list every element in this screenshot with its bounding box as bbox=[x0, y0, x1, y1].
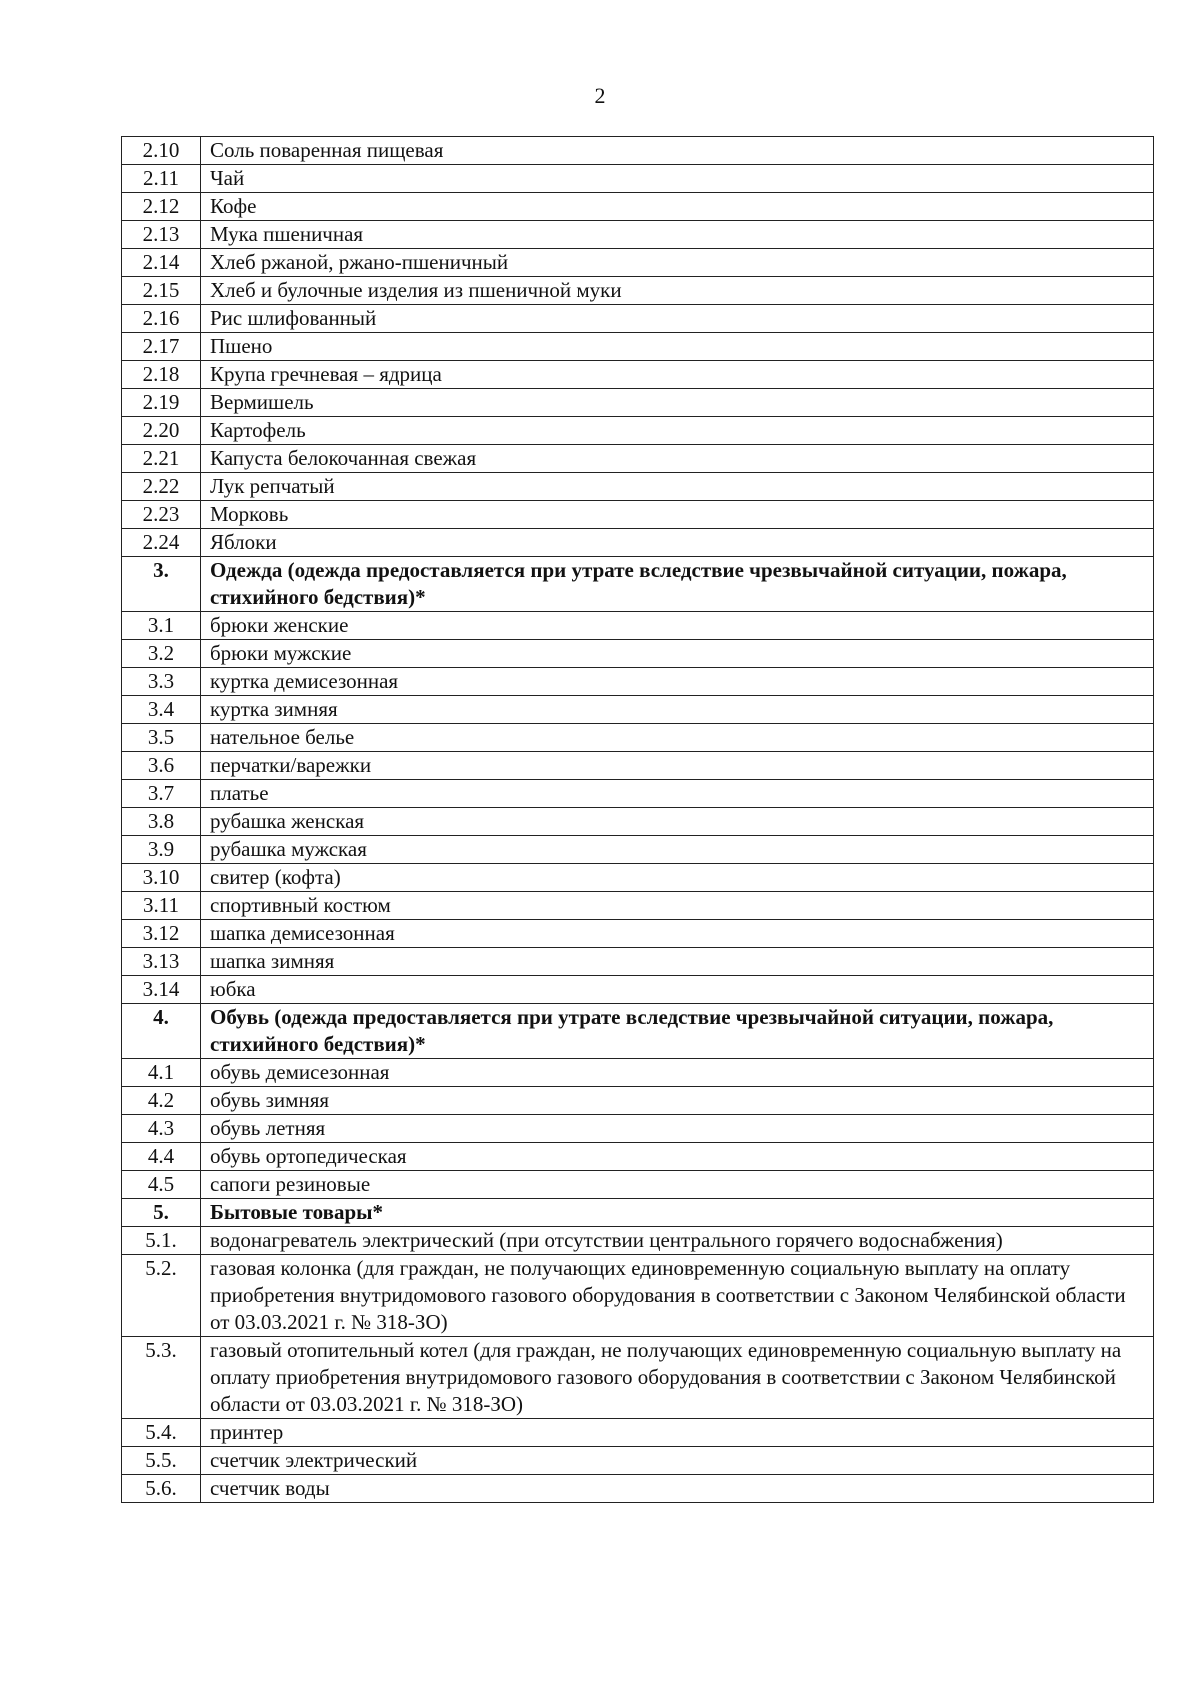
table-row bbox=[122, 473, 1154, 501]
table-row bbox=[122, 976, 1154, 1004]
item-name: Хлеб и булочные изделия из пшеничной муки bbox=[201, 277, 1154, 305]
row-number: 5.4. bbox=[122, 1419, 201, 1447]
table-row bbox=[122, 417, 1154, 445]
item-name: Мука пшеничная bbox=[201, 221, 1154, 249]
item-name: шапка зимняя bbox=[201, 948, 1154, 976]
item-name: Рис шлифованный bbox=[201, 305, 1154, 333]
table-row bbox=[122, 1255, 1154, 1337]
row-number: 5.2. bbox=[122, 1255, 201, 1337]
row-number: 2.11 bbox=[122, 165, 201, 193]
table-row bbox=[122, 668, 1154, 696]
row-number: 2.15 bbox=[122, 277, 201, 305]
row-number: 2.19 bbox=[122, 389, 201, 417]
item-name: Чай bbox=[201, 165, 1154, 193]
item-name: обувь летняя bbox=[201, 1115, 1154, 1143]
item-name: нательное белье bbox=[201, 724, 1154, 752]
row-number: 3.4 bbox=[122, 696, 201, 724]
table-row bbox=[122, 1447, 1154, 1475]
item-name: платье bbox=[201, 780, 1154, 808]
table-row bbox=[122, 612, 1154, 640]
row-number: 2.10 bbox=[122, 137, 201, 165]
item-name: Яблоки bbox=[201, 529, 1154, 557]
table-row bbox=[122, 1087, 1154, 1115]
item-name: счетчик электрический bbox=[201, 1447, 1154, 1475]
item-name: счетчик воды bbox=[201, 1475, 1154, 1503]
row-number: 3.2 bbox=[122, 640, 201, 668]
item-name: Кофе bbox=[201, 193, 1154, 221]
row-number: 2.12 bbox=[122, 193, 201, 221]
table-row bbox=[122, 1059, 1154, 1087]
item-name: шапка демисезонная bbox=[201, 920, 1154, 948]
table-row bbox=[122, 780, 1154, 808]
table-row bbox=[122, 864, 1154, 892]
item-name: Вермишель bbox=[201, 389, 1154, 417]
section-title: Бытовые товары* bbox=[201, 1199, 1154, 1227]
row-number: 4.3 bbox=[122, 1115, 201, 1143]
section-row bbox=[122, 557, 1154, 612]
table-row bbox=[122, 193, 1154, 221]
row-number: 2.13 bbox=[122, 221, 201, 249]
row-number: 2.22 bbox=[122, 473, 201, 501]
row-number: 5. bbox=[122, 1199, 201, 1227]
table-row bbox=[122, 752, 1154, 780]
item-name: свитер (кофта) bbox=[201, 864, 1154, 892]
table-row bbox=[122, 305, 1154, 333]
table-row bbox=[122, 501, 1154, 529]
table-row bbox=[122, 948, 1154, 976]
item-name: Пшено bbox=[201, 333, 1154, 361]
table-row bbox=[122, 137, 1154, 165]
table-row bbox=[122, 249, 1154, 277]
row-number: 4.5 bbox=[122, 1171, 201, 1199]
items-table bbox=[121, 136, 1154, 1503]
section-title: Одежда (одежда предоставляется при утрате вследствие чрезвычайной ситуации, пожара, стихийного бедствия)* bbox=[201, 557, 1154, 612]
table-row bbox=[122, 640, 1154, 668]
row-number: 4. bbox=[122, 1004, 201, 1059]
item-name: Крупа гречневая – ядрица bbox=[201, 361, 1154, 389]
table-row bbox=[122, 221, 1154, 249]
item-name: рубашка женская bbox=[201, 808, 1154, 836]
table-row bbox=[122, 529, 1154, 557]
table-row bbox=[122, 836, 1154, 864]
item-name: водонагреватель электрический (при отсутствии центрального горячего водоснабжения) bbox=[201, 1227, 1154, 1255]
row-number: 2.21 bbox=[122, 445, 201, 473]
item-name: принтер bbox=[201, 1419, 1154, 1447]
row-number: 5.5. bbox=[122, 1447, 201, 1475]
row-number: 2.17 bbox=[122, 333, 201, 361]
table-row bbox=[122, 1171, 1154, 1199]
item-name: газовая колонка (для граждан, не получающих единовременную социальную выплату на оплату приобретения внутридомового газового оборудования в соответствии с Законом Челябинской области от 03.03.2021 г. № 318-ЗО) bbox=[201, 1255, 1154, 1337]
table-row bbox=[122, 1115, 1154, 1143]
row-number: 3.12 bbox=[122, 920, 201, 948]
row-number: 2.18 bbox=[122, 361, 201, 389]
item-name: обувь зимняя bbox=[201, 1087, 1154, 1115]
item-name: Хлеб ржаной, ржано-пшеничный bbox=[201, 249, 1154, 277]
table-row bbox=[122, 1337, 1154, 1419]
row-number: 3.14 bbox=[122, 976, 201, 1004]
item-name: Морковь bbox=[201, 501, 1154, 529]
row-number: 3.9 bbox=[122, 836, 201, 864]
table-row bbox=[122, 277, 1154, 305]
item-name: куртка демисезонная bbox=[201, 668, 1154, 696]
table-row bbox=[122, 1475, 1154, 1503]
table-row bbox=[122, 389, 1154, 417]
row-number: 5.3. bbox=[122, 1337, 201, 1419]
row-number: 5.6. bbox=[122, 1475, 201, 1503]
table-row bbox=[122, 724, 1154, 752]
item-name: куртка зимняя bbox=[201, 696, 1154, 724]
item-name: газовый отопительный котел (для граждан, не получающих единовременную социальную выплату на оплату приобретения внутридомового газового оборудования в соответствии с Законом Челябинской области от 03.03.2021 г. № 318-ЗО) bbox=[201, 1337, 1154, 1419]
page-number: 2 bbox=[594, 83, 606, 108]
row-number: 3. bbox=[122, 557, 201, 612]
row-number: 3.13 bbox=[122, 948, 201, 976]
item-name: рубашка мужская bbox=[201, 836, 1154, 864]
item-name: обувь ортопедическая bbox=[201, 1143, 1154, 1171]
table-row bbox=[122, 1419, 1154, 1447]
table-row bbox=[122, 696, 1154, 724]
table-row bbox=[122, 1227, 1154, 1255]
item-name: брюки мужские bbox=[201, 640, 1154, 668]
table-row bbox=[122, 445, 1154, 473]
table-row bbox=[122, 1143, 1154, 1171]
row-number: 3.5 bbox=[122, 724, 201, 752]
row-number: 2.16 bbox=[122, 305, 201, 333]
table-row bbox=[122, 892, 1154, 920]
row-number: 3.10 bbox=[122, 864, 201, 892]
row-number: 3.6 bbox=[122, 752, 201, 780]
section-title: Обувь (одежда предоставляется при утрате вследствие чрезвычайной ситуации, пожара, стихийного бедствия)* bbox=[201, 1004, 1154, 1059]
row-number: 3.7 bbox=[122, 780, 201, 808]
row-number: 2.20 bbox=[122, 417, 201, 445]
table-row bbox=[122, 165, 1154, 193]
row-number: 2.24 bbox=[122, 529, 201, 557]
row-number: 4.4 bbox=[122, 1143, 201, 1171]
row-number: 3.3 bbox=[122, 668, 201, 696]
row-number: 2.14 bbox=[122, 249, 201, 277]
item-name: перчатки/варежки bbox=[201, 752, 1154, 780]
row-number: 5.1. bbox=[122, 1227, 201, 1255]
item-name: Лук репчатый bbox=[201, 473, 1154, 501]
section-row bbox=[122, 1004, 1154, 1059]
row-number: 4.2 bbox=[122, 1087, 201, 1115]
table-row bbox=[122, 333, 1154, 361]
item-name: юбка bbox=[201, 976, 1154, 1004]
item-name: обувь демисезонная bbox=[201, 1059, 1154, 1087]
item-name: Соль поваренная пищевая bbox=[201, 137, 1154, 165]
item-name: спортивный костюм bbox=[201, 892, 1154, 920]
row-number: 3.1 bbox=[122, 612, 201, 640]
row-number: 2.23 bbox=[122, 501, 201, 529]
item-name: брюки женские bbox=[201, 612, 1154, 640]
item-name: Картофель bbox=[201, 417, 1154, 445]
table-row bbox=[122, 808, 1154, 836]
item-name: Капуста белокочанная свежая bbox=[201, 445, 1154, 473]
item-name: сапоги резиновые bbox=[201, 1171, 1154, 1199]
row-number: 3.11 bbox=[122, 892, 201, 920]
table-row bbox=[122, 920, 1154, 948]
section-row bbox=[122, 1199, 1154, 1227]
row-number: 3.8 bbox=[122, 808, 201, 836]
row-number: 4.1 bbox=[122, 1059, 201, 1087]
items-table-body bbox=[122, 137, 1154, 1503]
table-row bbox=[122, 361, 1154, 389]
